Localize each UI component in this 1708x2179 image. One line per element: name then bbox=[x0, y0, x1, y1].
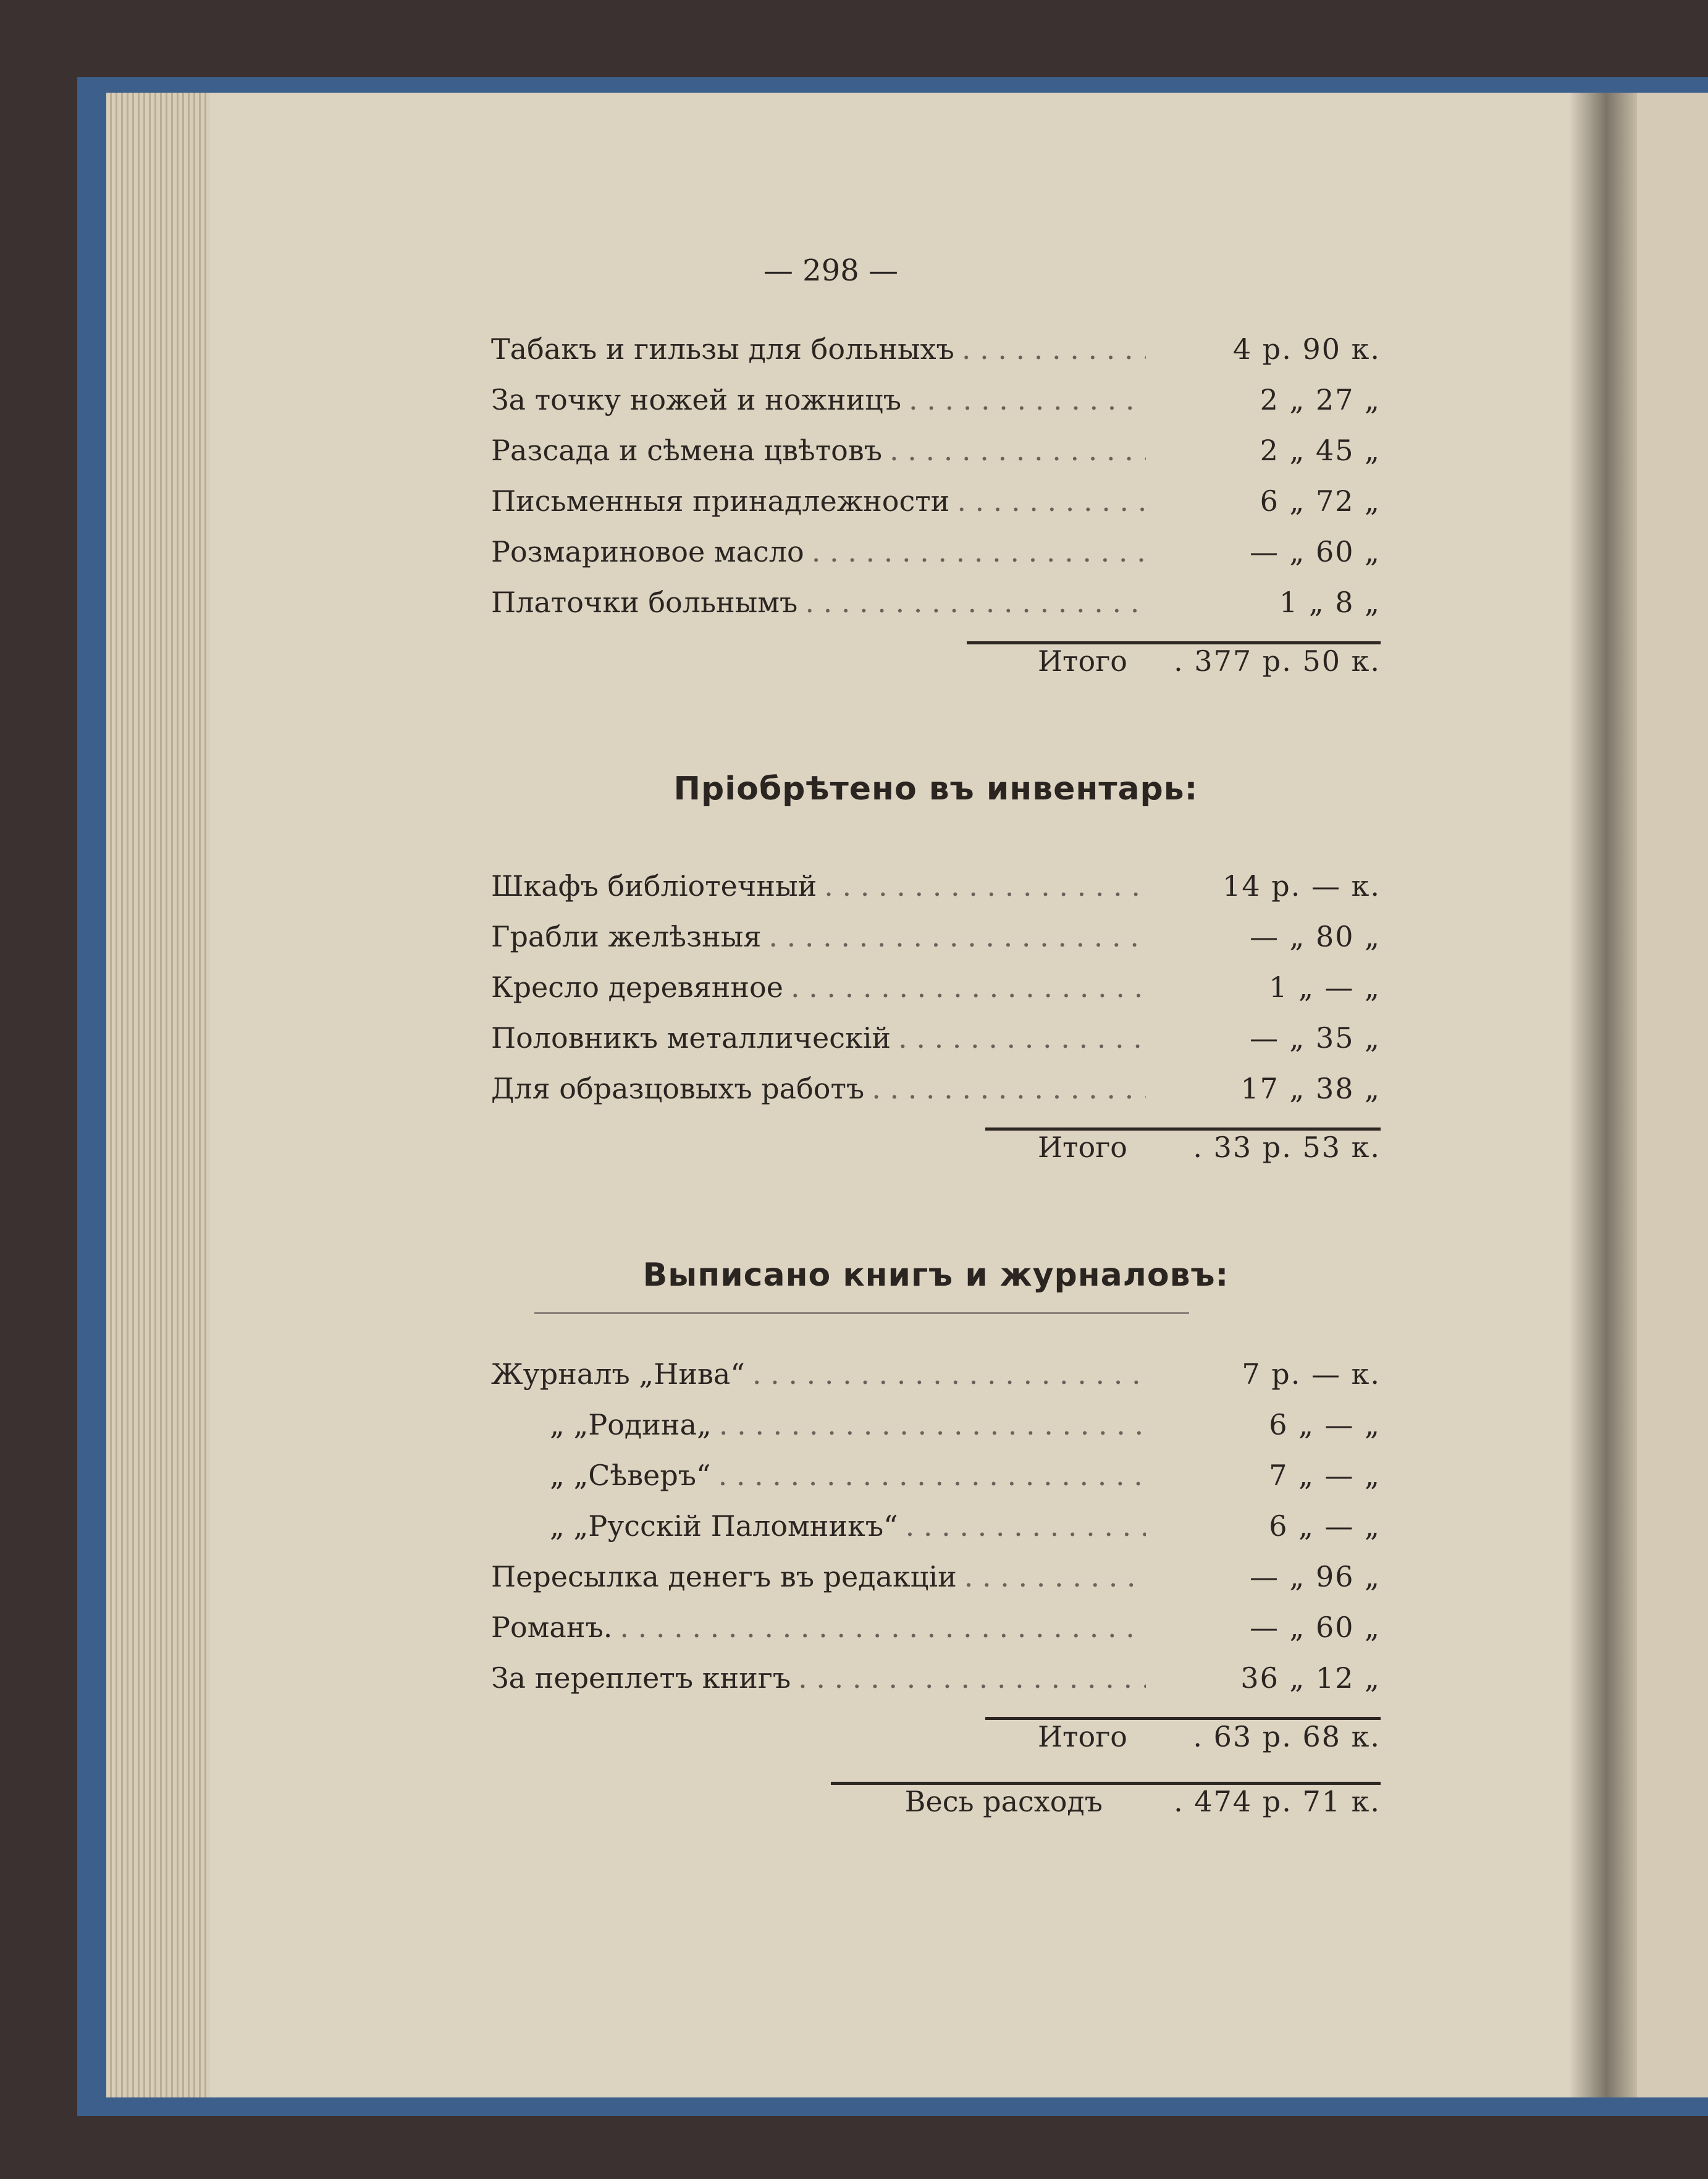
item-name: „ „Сѣверъ“ bbox=[550, 1459, 711, 1492]
grand-total-amount: . 474 р. 71 к. bbox=[1174, 1785, 1381, 1818]
book-gutter bbox=[1569, 93, 1637, 2097]
list-item bbox=[491, 869, 1381, 920]
leader-dots bbox=[949, 484, 1146, 518]
list-item bbox=[491, 484, 1381, 535]
leader-dots bbox=[882, 434, 1146, 467]
item-amount: — „ 35 „ bbox=[1249, 1021, 1381, 1055]
leader-dots bbox=[783, 971, 1146, 1004]
item-amount: 2 „ 45 „ bbox=[1260, 434, 1381, 467]
list-item bbox=[491, 1021, 1381, 1072]
item-name: Кресло деревянное bbox=[491, 971, 783, 1004]
item-amount: — „ 96 „ bbox=[1249, 1560, 1381, 1593]
leader-dots bbox=[612, 1611, 1146, 1644]
subtotal-amount: . 33 р. 53 к. bbox=[1193, 1131, 1381, 1164]
item-amount: 7 р. — к. bbox=[1242, 1357, 1381, 1391]
item-amount: 17 „ 38 „ bbox=[1240, 1072, 1381, 1105]
list-item bbox=[491, 1611, 1381, 1661]
list-item bbox=[491, 383, 1381, 434]
subtotal-row bbox=[491, 644, 1381, 701]
list-item bbox=[491, 971, 1381, 1021]
list-item bbox=[491, 332, 1381, 383]
leader-dots bbox=[797, 586, 1146, 619]
item-name: Табакъ и гильзы для больныхъ bbox=[491, 332, 954, 366]
item-amount: 6 „ — „ bbox=[1269, 1408, 1381, 1441]
item-name: За точку ножей и ножницъ bbox=[491, 383, 901, 416]
item-name: Романъ. bbox=[491, 1611, 613, 1644]
item-name: Письменныя принадлежности bbox=[491, 484, 950, 518]
subtotal-row bbox=[491, 1131, 1381, 1187]
grand-total-row bbox=[491, 1785, 1381, 1842]
leader-dots bbox=[957, 1560, 1146, 1593]
item-name: За переплетъ книгъ bbox=[491, 1661, 791, 1695]
item-name: Разсада и сѣмена цвѣтовъ bbox=[491, 434, 883, 467]
item-amount: 14 р. — к. bbox=[1222, 869, 1381, 903]
list-item bbox=[491, 1661, 1381, 1712]
leader-dots bbox=[891, 1021, 1146, 1055]
item-name: „ „Русскій Паломникъ“ bbox=[550, 1509, 898, 1543]
leader-dots bbox=[898, 1509, 1146, 1543]
page-content bbox=[491, 253, 1381, 1842]
subtotal-label: Итого bbox=[1037, 644, 1127, 678]
leader-dots bbox=[817, 869, 1146, 903]
item-name: „ „Родина„ bbox=[550, 1408, 712, 1441]
leader-dots bbox=[711, 1459, 1146, 1492]
item-name: Платочки больнымъ bbox=[491, 586, 798, 619]
leader-dots bbox=[901, 383, 1146, 416]
item-amount: 6 „ 72 „ bbox=[1260, 484, 1381, 518]
leader-dots bbox=[761, 920, 1146, 953]
item-amount: — „ 60 „ bbox=[1249, 1611, 1381, 1644]
item-amount: — „ 60 „ bbox=[1249, 535, 1381, 568]
item-amount: 6 „ — „ bbox=[1269, 1509, 1381, 1543]
item-name: Розмариновое масло bbox=[491, 535, 804, 568]
list-item bbox=[491, 1560, 1381, 1611]
list-item bbox=[491, 920, 1381, 971]
list-item bbox=[491, 1408, 1381, 1459]
item-amount: 1 „ 8 „ bbox=[1279, 586, 1381, 619]
expense-list-misc bbox=[491, 332, 1381, 701]
item-name: Для образцовыхъ работъ bbox=[491, 1072, 865, 1105]
item-name: Журналъ „Нива“ bbox=[491, 1357, 745, 1391]
list-item bbox=[491, 535, 1381, 586]
subtotal-label: Итого bbox=[1037, 1720, 1127, 1753]
item-amount: 4 р. 90 к. bbox=[1232, 332, 1381, 366]
item-amount: 7 „ — „ bbox=[1269, 1459, 1381, 1492]
leader-dots bbox=[712, 1408, 1146, 1441]
leader-dots bbox=[954, 332, 1146, 366]
expense-list-inventory bbox=[491, 869, 1381, 1187]
heading-underline bbox=[534, 1312, 1189, 1314]
leader-dots bbox=[745, 1357, 1146, 1391]
item-amount: — „ 80 „ bbox=[1249, 920, 1381, 953]
grand-total-label: Весь расходъ bbox=[904, 1785, 1103, 1818]
section-heading-inventory: Пріобрѣтено въ инвентарь: bbox=[673, 770, 1198, 807]
leader-dots bbox=[804, 535, 1146, 568]
item-amount: 2 „ 27 „ bbox=[1260, 383, 1381, 416]
list-item bbox=[491, 1459, 1381, 1509]
list-item bbox=[491, 1509, 1381, 1560]
leader-dots bbox=[864, 1072, 1146, 1105]
item-amount: 36 „ 12 „ bbox=[1240, 1661, 1381, 1695]
item-name: Шкафъ библіотечный bbox=[491, 869, 817, 903]
subtotal-label: Итого bbox=[1037, 1131, 1127, 1164]
list-item bbox=[491, 1357, 1381, 1408]
leader-dots bbox=[791, 1661, 1146, 1695]
list-item bbox=[491, 586, 1381, 636]
list-item bbox=[491, 434, 1381, 484]
item-name: Пересылка денегъ въ редакціи bbox=[491, 1560, 957, 1593]
subtotal-row bbox=[491, 1720, 1381, 1777]
expense-list-books bbox=[491, 1357, 1381, 1842]
list-item bbox=[491, 1072, 1381, 1123]
section-heading-books: Выписано книгъ и журналовъ: bbox=[642, 1257, 1229, 1294]
item-name: Грабли желѣзныя bbox=[491, 920, 762, 953]
subtotal-amount: . 377 р. 50 к. bbox=[1174, 644, 1381, 678]
page-number: — 298 — bbox=[763, 253, 899, 288]
item-amount: 1 „ — „ bbox=[1269, 971, 1381, 1004]
item-name: Половникъ металлическій bbox=[491, 1021, 891, 1055]
subtotal-amount: . 63 р. 68 к. bbox=[1193, 1720, 1381, 1753]
